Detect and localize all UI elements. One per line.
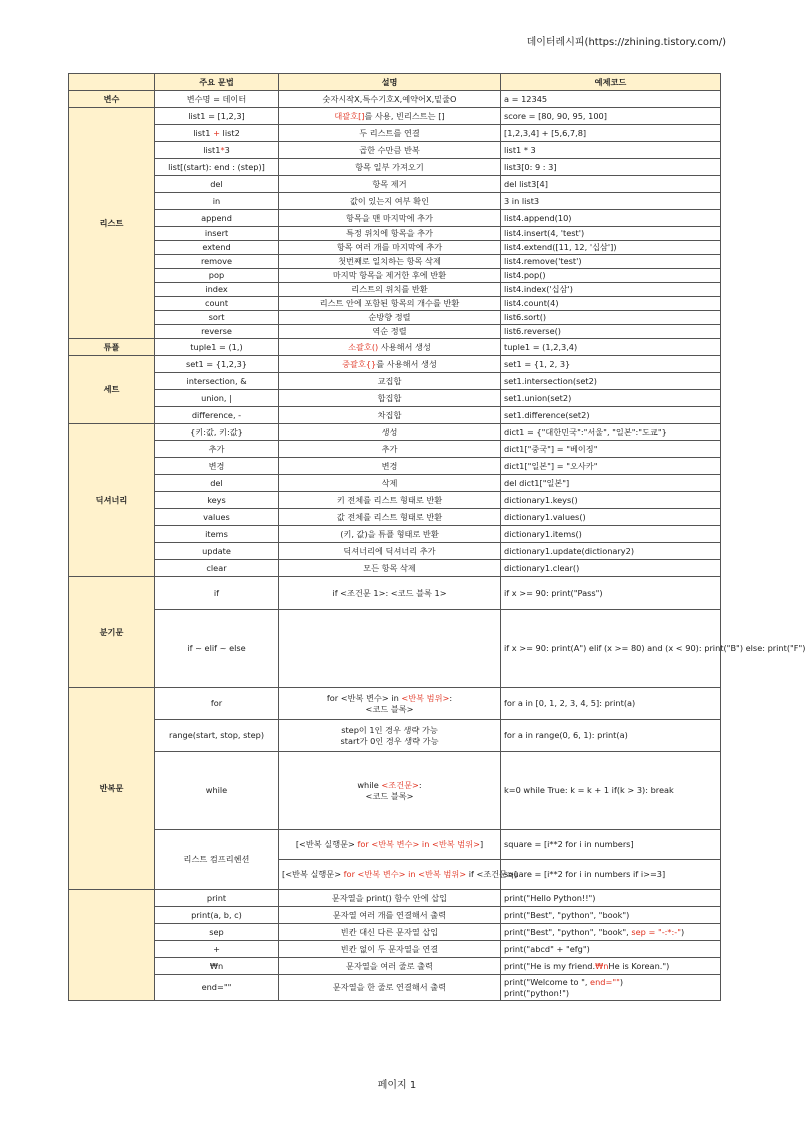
table-row: [69, 924, 721, 941]
syntax-cell: del: [155, 475, 279, 492]
table-row: [69, 269, 721, 283]
syntax-cell: tuple1 = (1,): [155, 339, 279, 356]
text-segment: 사용해서 생성: [378, 341, 431, 352]
description-cell: [279, 860, 518, 890]
syntax-cell: index: [155, 283, 279, 297]
example-code-cell: set1.intersection(set2): [501, 373, 721, 390]
example-code-cell: list4.extend([11, 12, '십삼']): [501, 241, 721, 255]
syntax-cell: 변경: [155, 458, 279, 475]
table-row: [69, 108, 721, 125]
example-code-cell: del list3[4]: [501, 176, 721, 193]
syntax-cell: extend: [155, 241, 279, 255]
syntax-cell: {키:값, 키:값}: [155, 424, 279, 441]
syntax-table: [68, 73, 805, 1001]
text-segment: :: [449, 693, 453, 704]
text-segment: list2: [219, 127, 240, 138]
text-segment: 항목 일부 가져오기: [355, 161, 424, 172]
text-segment: sep = "-:*:-": [631, 926, 681, 937]
table-row: [69, 458, 721, 475]
description-cell: [279, 577, 501, 610]
header-example: 예제코드: [501, 74, 721, 91]
text-segment: 딕셔너리에 딕셔너리 추가: [343, 545, 436, 556]
text-segment: 곱한 수만큼 반복: [359, 144, 420, 155]
text-segment: 리스트의 위치를 반환: [351, 284, 428, 295]
table-row: [69, 210, 721, 227]
description-cell: [279, 958, 501, 975]
description-cell: [279, 543, 501, 560]
text-segment: <코드 블록>: [365, 703, 414, 714]
category-cell: 딕셔너리: [69, 424, 155, 577]
table-row: [69, 752, 721, 830]
example-code-cell: square = [i**2 for i in numbers if i>=3]: [501, 860, 721, 890]
text-segment: 빈칸 대신 다른 문자열 삽입: [340, 926, 439, 937]
text-segment: for <반복 변수> in <반복 범위>: [343, 869, 467, 880]
page-number: 페이지 1: [377, 1080, 417, 1091]
example-code-cell: list4.count(4): [501, 297, 721, 311]
example-code-cell: del dict1["일본"]: [501, 475, 721, 492]
text-segment: 특정 위치에 항목을 추가: [346, 228, 433, 239]
description-cell: [279, 311, 501, 325]
description-cell: [279, 227, 501, 241]
text-segment: 항목 여러 개를 마지막에 추가: [336, 242, 443, 253]
description-cell: [279, 390, 501, 407]
text-segment: for <반복 변수> in: [326, 693, 402, 704]
table-row: [69, 297, 721, 311]
syntax-cell: clear: [155, 560, 279, 577]
table-row: [69, 283, 721, 297]
text-segment: start가 0인 경우 생략 가능: [340, 735, 439, 746]
text-segment: 문자열을 여러 줄로 출력: [346, 960, 433, 971]
text-segment: 대괄호[]: [334, 110, 365, 121]
syntax-cell: sort: [155, 311, 279, 325]
example-code-cell: for a in range(0, 6, 1): print(a): [501, 720, 721, 752]
description-cell: [279, 752, 501, 830]
table-row: [69, 890, 721, 907]
text-segment: :: [418, 780, 422, 791]
syntax-cell: ₩n: [155, 958, 279, 975]
category-cell: 세트: [69, 356, 155, 424]
syntax-cell: if: [155, 577, 279, 610]
table-row: [69, 424, 721, 441]
table-row: [69, 720, 721, 752]
syntax-cell: union, |: [155, 390, 279, 407]
example-code-cell: list4.pop(): [501, 269, 721, 283]
syntax-cell: while: [155, 752, 279, 830]
syntax-cell: 추가: [155, 441, 279, 458]
text-segment: 빈칸 없이 두 문자열을 연결: [340, 943, 439, 954]
example-code-cell: if x >= 90: print("Pass"): [501, 577, 721, 610]
text-segment: He is Korean."): [608, 960, 670, 971]
text-segment: 값 전체를 리스트 형태로 반환: [336, 511, 443, 522]
text-segment: 차집합: [377, 409, 402, 420]
syntax-cell: reverse: [155, 325, 279, 339]
syntax-cell: values: [155, 509, 279, 526]
text-segment: 소괄호(): [348, 341, 379, 352]
description-cell: [279, 91, 501, 108]
syntax-cell: update: [155, 543, 279, 560]
description-cell: [279, 193, 501, 210]
table-row: [69, 907, 721, 924]
example-code-cell: if x >= 90: print(A") elif (x >= 80) and (x < 90): print("B") else: print("F"): [501, 610, 721, 688]
syntax-cell: del: [155, 176, 279, 193]
table-row: [69, 830, 721, 860]
table-row: [69, 475, 721, 492]
text-segment: 순방향 정렬: [368, 312, 411, 323]
table-row: [69, 339, 721, 356]
syntax-cell: [155, 142, 279, 159]
description-cell: [279, 424, 501, 441]
example-code-cell: k=0 while True: k = k + 1 if(k > 3): break: [501, 752, 721, 830]
example-code-cell: for a in [0, 1, 2, 3, 4, 5]: print(a): [501, 688, 721, 720]
description-cell: [279, 407, 501, 424]
table-row: [69, 390, 721, 407]
example-code-cell: square = [i**2 for i in numbers]: [501, 830, 721, 860]
table-row: [69, 958, 721, 975]
table-row: [69, 241, 721, 255]
table-row: [69, 176, 721, 193]
text-segment: 항목 제거: [372, 178, 407, 189]
syntax-cell: for: [155, 688, 279, 720]
text-segment: 모든 항목 삭제: [363, 562, 416, 573]
text-segment: *: [220, 144, 225, 155]
table-row: [69, 407, 721, 424]
syntax-cell: intersection, &: [155, 373, 279, 390]
text-segment: 두 리스트를 연결: [359, 127, 420, 138]
text-segment: while: [357, 780, 382, 791]
table-row: [69, 159, 721, 176]
description-cell: [279, 373, 501, 390]
table-row: [69, 142, 721, 159]
table-row: [69, 509, 721, 526]
text-segment: 항목을 맨 마지막에 추가: [346, 212, 433, 223]
category-cell: 반복문: [69, 688, 155, 890]
description-cell: [279, 526, 501, 543]
text-segment: <반복 범위>: [401, 693, 450, 704]
table-row: [69, 688, 721, 720]
table-header-row: [69, 74, 721, 91]
table-row: [69, 941, 721, 958]
syntax-cell: [155, 125, 279, 142]
description-cell: [279, 269, 501, 283]
text-segment: list1: [193, 127, 214, 138]
syntax-cell: keys: [155, 492, 279, 509]
syntax-cell: range(start, stop, step): [155, 720, 279, 752]
example-code-cell: print("Hello Python!!"): [501, 890, 721, 907]
syntax-cell: difference, -: [155, 407, 279, 424]
description-cell: [279, 210, 501, 227]
text-segment: 역순 정렬: [372, 326, 407, 337]
syntax-cell: +: [155, 941, 279, 958]
description-cell: [279, 159, 501, 176]
syntax-cell: count: [155, 297, 279, 311]
description-cell: [279, 241, 501, 255]
table-row: [69, 577, 721, 610]
description-cell: [279, 830, 501, 860]
text-segment: 변경: [381, 460, 398, 471]
example-code-cell: list4.remove('test'): [501, 255, 721, 269]
table-row: [69, 255, 721, 269]
description-cell: [279, 339, 501, 356]
text-segment: print("He is my friend.: [504, 960, 596, 971]
text-segment: print("Best", "python", "book",: [504, 926, 632, 937]
header-description: 설명: [279, 74, 501, 91]
text-segment: 합집합: [377, 392, 402, 403]
description-cell: [279, 356, 501, 373]
text-segment: <조건문>: [381, 780, 419, 791]
example-code-cell: score = [80, 90, 95, 100]: [501, 108, 721, 125]
example-code-cell: 3 in list3: [501, 193, 721, 210]
table-row: [69, 227, 721, 241]
text-segment: <코드 블록>: [365, 790, 414, 801]
example-code-cell: dictionary1.keys(): [501, 492, 721, 509]
example-code-cell: [501, 975, 721, 1001]
table-row: [69, 193, 721, 210]
example-code-cell: [501, 924, 721, 941]
text-segment: ₩n: [595, 960, 609, 971]
text-segment: if <조건문>]: [466, 869, 518, 880]
description-cell: [279, 125, 501, 142]
syntax-cell: end="": [155, 975, 279, 1001]
example-code-cell: list4.index('십삼'): [501, 283, 721, 297]
text-segment: 문자열을 한 줄로 연결해서 출력: [332, 982, 447, 993]
description-cell: [279, 458, 501, 475]
text-segment: ]: [479, 839, 484, 850]
text-segment: 추가: [381, 443, 398, 454]
description-cell: [279, 492, 501, 509]
example-code-cell: dict1["일본"] = "오사카": [501, 458, 721, 475]
description-cell: [279, 475, 501, 492]
text-segment: 삭제: [381, 477, 398, 488]
description-cell: [279, 907, 501, 924]
table-row: [69, 325, 721, 339]
example-code-cell: set1.union(set2): [501, 390, 721, 407]
syntax-cell: print(a, b, c): [155, 907, 279, 924]
example-code-cell: dict1 = {"대한민국":"서울", "일본":"도쿄"}: [501, 424, 721, 441]
text-segment: 3: [224, 144, 230, 155]
syntax-cell: print: [155, 890, 279, 907]
description-cell: [279, 688, 501, 720]
text-segment: end="": [590, 977, 620, 988]
syntax-cell: append: [155, 210, 279, 227]
syntax-cell: if ~ elif ~ else: [155, 610, 279, 688]
text-segment: 마지막 항목을 제거한 후에 반환: [332, 270, 447, 281]
description-cell: [279, 108, 501, 125]
text-segment: 키 전체를 리스트 형태로 반환: [336, 494, 443, 505]
text-segment: 를 사용해서 생성: [376, 358, 437, 369]
example-code-cell: list6.reverse(): [501, 325, 721, 339]
syntax-cell: 리스트 컴프리헨션: [155, 830, 279, 890]
syntax-cell: list[(start): end : (step)]: [155, 159, 279, 176]
syntax-cell: list1 = [1,2,3]: [155, 108, 279, 125]
text-segment: ): [681, 926, 685, 937]
text-segment: print("python!"): [504, 987, 570, 998]
example-code-cell: print("abcd" + "efg"): [501, 941, 721, 958]
text-segment: 리스트 안에 포함된 항목의 개수를 반환: [319, 298, 460, 309]
table-row: [69, 492, 721, 509]
syntax-cell: remove: [155, 255, 279, 269]
description-cell: [279, 255, 501, 269]
description-cell: [279, 975, 501, 1001]
description-cell: [279, 441, 501, 458]
table-row: [69, 543, 721, 560]
table-row: [69, 526, 721, 543]
example-code-cell: list4.insert(4, 'test'): [501, 227, 721, 241]
syntax-cell: 변수명 = 데이터: [155, 91, 279, 108]
header-source: 데이터레시피(https://zhining.tistory.com/): [526, 37, 726, 48]
table-row: [69, 975, 721, 1001]
example-code-cell: dictionary1.items(): [501, 526, 721, 543]
text-segment: 생성: [381, 426, 398, 437]
text-segment: (키, 값)을 튜플 형태로 반환: [340, 528, 439, 539]
table-row: [69, 356, 721, 373]
category-cell: 변수: [69, 91, 155, 108]
text-segment: 를 사용, 빈리스트는 []: [364, 110, 445, 121]
example-code-cell: list4.append(10): [501, 210, 721, 227]
description-cell: [279, 325, 501, 339]
text-segment: [<반복 실행문>: [282, 869, 344, 880]
table-row: [69, 373, 721, 390]
description-cell: [279, 297, 501, 311]
example-code-cell: tuple1 = (1,2,3,4): [501, 339, 721, 356]
example-code-cell: dictionary1.update(dictionary2): [501, 543, 721, 560]
category-cell: 리스트: [69, 108, 155, 339]
text-segment: 문자열 여러 개를 연결해서 출력: [332, 909, 447, 920]
syntax-cell: set1 = {1,2,3}: [155, 356, 279, 373]
example-code-cell: dict1["중국"] = "베이징": [501, 441, 721, 458]
syntax-cell: pop: [155, 269, 279, 283]
text-segment: 숫자시작X,특수기호X,예약어X,밑줄O: [322, 93, 457, 104]
example-code-cell: set1.difference(set2): [501, 407, 721, 424]
example-code-cell: [501, 958, 721, 975]
table-row: [69, 560, 721, 577]
table-body: [69, 91, 805, 1001]
syntax-cell: in: [155, 193, 279, 210]
table-row: [69, 91, 721, 108]
description-cell: [279, 509, 501, 526]
text-segment: 값이 있는지 여부 확인: [350, 195, 429, 206]
description-cell: [279, 283, 501, 297]
category-cell: 분기문: [69, 577, 155, 688]
example-code-cell: list1 * 3: [501, 142, 721, 159]
table-row: [69, 125, 721, 142]
table-row: [69, 441, 721, 458]
description-cell: [279, 941, 501, 958]
description-cell: [279, 924, 501, 941]
syntax-cell: items: [155, 526, 279, 543]
syntax-cell: sep: [155, 924, 279, 941]
category-cell: 튜플: [69, 339, 155, 356]
text-segment: +: [213, 127, 220, 138]
text-segment: 교집합: [377, 375, 402, 386]
description-cell: [279, 610, 501, 688]
text-segment: if <조건문 1>: <코드 블록 1>: [332, 587, 447, 598]
header-blank: [69, 74, 155, 91]
description-cell: [279, 176, 501, 193]
text-segment: for <반복 변수> in <반복 범위>: [357, 839, 480, 850]
description-cell: [279, 890, 501, 907]
text-segment: step이 1인 경우 생략 가능: [341, 725, 438, 736]
category-cell: [69, 890, 155, 1001]
example-code-cell: dictionary1.values(): [501, 509, 721, 526]
text-segment: 첫번째로 일치하는 항목 삭제: [338, 256, 441, 267]
text-segment: print("Welcome to ",: [504, 977, 591, 988]
header-syntax: 주요 문법: [155, 74, 279, 91]
example-code-cell: print("Best", "python", "book"): [501, 907, 721, 924]
description-cell: [279, 720, 501, 752]
example-code-cell: dictionary1.clear(): [501, 560, 721, 577]
syntax-cell: insert: [155, 227, 279, 241]
text-segment: 중괄호{}: [342, 358, 377, 369]
text-segment: list1: [203, 144, 221, 155]
example-code-cell: [1,2,3,4] + [5,6,7,8]: [501, 125, 721, 142]
text-segment: 문자열을 print() 함수 안에 삽입: [331, 892, 448, 903]
description-cell: [279, 142, 501, 159]
description-cell: [279, 560, 501, 577]
text-segment: [<반복 실행문>: [295, 839, 358, 850]
example-code-cell: a = 12345: [501, 91, 721, 108]
example-code-cell: set1 = {1, 2, 3}: [501, 356, 721, 373]
example-code-cell: list3[0: 9 : 3]: [501, 159, 721, 176]
text-segment: ): [619, 977, 624, 988]
table-row: [69, 610, 721, 688]
example-code-cell: list6.sort(): [501, 311, 721, 325]
table-row: [69, 311, 721, 325]
